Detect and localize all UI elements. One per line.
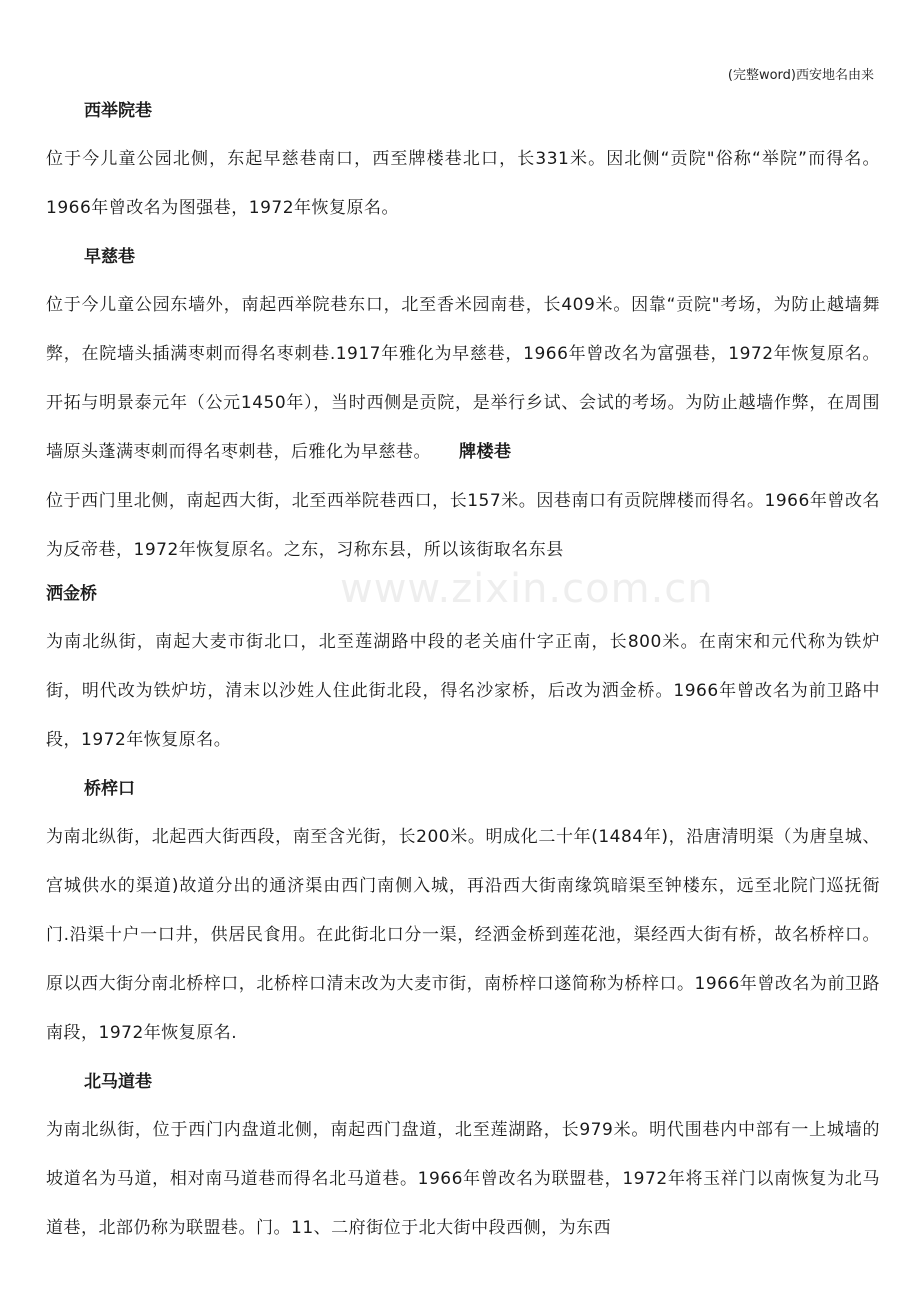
section-paragraph-qiaozikou: 为南北纵街，北起西大街西段，南至含光街，长200米。明成化二十年(1484年)，沿唐清明渠（为唐皇城、宫城供水的渠道)故道分出的通济渠由西门南侧入城，再沿西大街南缘筑暗渠至钟楼东，远至北院门巡抚衙门.沿渠十户一口井，供居民食用。在此街北口分一渠，经洒金桥到莲花池，渠经西大街有桥，故名桥梓口。原以西大街分南北桥梓口，北桥梓口清末改为大麦市街，南桥梓口遂简称为桥梓口。1966年曾改名为前卫路南段，1972年恢复原名.: [46, 827, 880, 1043]
document-body: [46, 96, 880, 1253]
watermark: www.zixin.com.cn: [340, 566, 714, 612]
section-paragraph-xijuyuan: 位于今儿童公园北侧，东起早慈巷南口，西至牌楼巷北口，长331米。因北侧“贡院"俗称“举院”而得名。1966年曾改名为图强巷，1972年恢复原名。: [46, 149, 880, 218]
page-header: (完整word)西安地名由来: [727, 68, 874, 83]
section-paragraph-beimadao: 为南北纵街，位于西门内盘道北侧，南起西门盘道，北至莲湖路，长979米。明代围巷内中部有一上城墙的坡道名为马道，相对南马道巷而得名北马道巷。1966年曾改名为联盟巷，1972年将玉祥门以南恢复为北马道巷，北部仍称为联盟巷。门。11、二府街位于北大街中段西侧，为东西: [46, 1120, 880, 1238]
section-title-pailou: 牌楼巷: [459, 442, 512, 462]
section-paragraph-zaoci: [46, 281, 880, 477]
section-title-qiaozikou: 桥梓口: [84, 779, 135, 799]
section-title-xijuyuan: 西举院巷: [84, 101, 152, 121]
section-paragraph-zaoci-text: 位于今儿童公园东墙外，南起西举院巷东口，北至香米园南巷，长409米。因靠“贡院"考场，为防止越墙舞弊，在院墙头插满枣刺而得名枣刺巷.1917年雅化为早慈巷，1966年曾改名为富强巷，1972年恢复原名。开拓与明景泰元年（公元1450年），当时西侧是贡院，是举行乡试、会试的考场。为防止越墙作弊，在周围墙原头蓬满枣刺而得名枣刺巷，后雅化为早慈巷。: [46, 295, 880, 462]
section-paragraph-sajinqiao: 为南北纵街，南起大麦市街北口，北至莲湖路中段的老关庙什字正南，长800米。在南宋和元代称为铁炉街，明代改为铁炉坊，清末以沙姓人住此街北段，得名沙家桥，后改为洒金桥。1966年曾改名为前卫路中段，1972年恢复原名。: [46, 632, 880, 750]
section-title-beimadao: 北马道巷: [84, 1072, 152, 1092]
section-title-sajinqiao: 洒金桥: [46, 584, 97, 604]
section-title-zaoci: 早慈巷: [84, 247, 135, 267]
section-paragraph-pailou: 位于西门里北侧，南起西大街，北至西举院巷西口，长157米。因巷南口有贡院牌楼而得名。1966年曾改名为反帝巷，1972年恢复原名。之东，习称东县，所以该街取名东县: [46, 491, 880, 560]
